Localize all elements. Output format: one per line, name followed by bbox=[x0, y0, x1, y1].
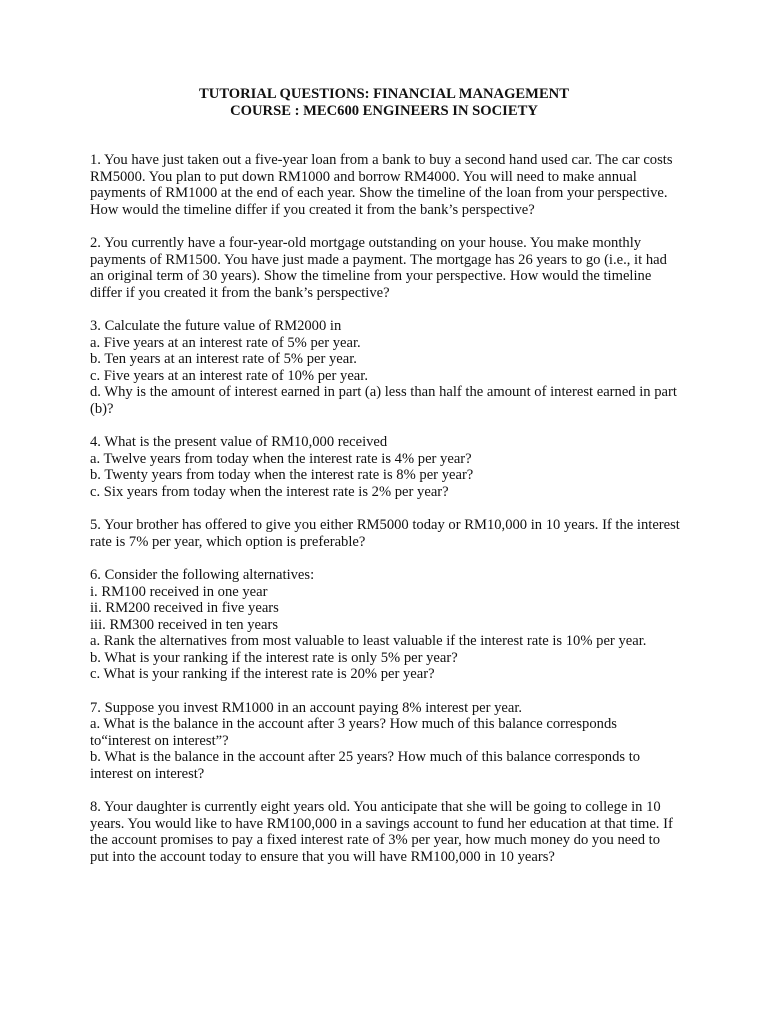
question-text: 5. Your brother has offered to give you either RM5000 today or RM10,000 in 10 years. If the interest rate is 7% per year, which option is preferable? bbox=[90, 517, 680, 550]
question-text: 7. Suppose you invest RM1000 in an account paying 8% interest per year. bbox=[90, 699, 523, 716]
alternative-item: ii. RM200 received in five years bbox=[90, 600, 279, 616]
question-part: a. Rank the alternatives from most valuable to least valuable if the interest rate is 10% per year. bbox=[90, 633, 647, 649]
question-part: b. Ten years at an interest rate of 5% per year. bbox=[90, 351, 357, 367]
question-5 bbox=[90, 517, 680, 550]
question-3 bbox=[90, 318, 680, 417]
question-part: b. What is the balance in the account after 25 years? How much of this balance corresponds to interest on interest? bbox=[90, 749, 641, 782]
question-4 bbox=[90, 434, 680, 500]
question-text: 2. You currently have a four-year-old mortgage outstanding on your house. You make monthly payments of RM1500. You have just made a payment. The mortgage has 26 years to go (i.e., it had an original term of 30 years). Show the timeline from your perspective. How would the timeline differ if you created it from the bank’s perspective? bbox=[90, 235, 667, 301]
question-7 bbox=[90, 700, 680, 783]
question-part: c. Five years at an interest rate of 10% per year. bbox=[90, 367, 368, 384]
question-part: d. Why is the amount of interest earned in part (a) less than half the amount of interest earned in part (b)? bbox=[90, 384, 677, 417]
document-title: TUTORIAL QUESTIONS: FINANCIAL MANAGEMENT bbox=[199, 86, 569, 102]
question-text: 4. What is the present value of RM10,000 received bbox=[90, 434, 388, 450]
question-part: a. Five years at an interest rate of 5% per year. bbox=[90, 334, 361, 351]
question-part: c. What is your ranking if the interest rate is 20% per year? bbox=[90, 666, 435, 682]
question-part: a. Twelve years from today when the interest rate is 4% per year? bbox=[90, 450, 472, 467]
question-text: 3. Calculate the future value of RM2000 in bbox=[90, 318, 342, 334]
question-text: 6. Consider the following alternatives: bbox=[90, 567, 315, 583]
course-title: COURSE : MEC600 ENGINEERS IN SOCIETY bbox=[230, 103, 538, 119]
question-part: b. What is your ranking if the interest rate is only 5% per year? bbox=[90, 649, 458, 666]
question-part: b. Twenty years from today when the interest rate is 8% per year? bbox=[90, 467, 474, 483]
question-8 bbox=[90, 799, 680, 865]
question-2 bbox=[90, 235, 680, 301]
question-text: 1. You have just taken out a five-year loan from a bank to buy a second hand used car. The car costs RM5000. You plan to put down RM1000 and borrow RM4000. You will need to make annual payments of RM1000 at the end of each year. Show the timeline of the loan from your perspective. How would the timeline differ if you created it from the bank’s perspective? bbox=[90, 152, 673, 218]
question-1 bbox=[90, 152, 680, 218]
question-part: c. Six years from today when the interest rate is 2% per year? bbox=[90, 483, 449, 500]
question-6 bbox=[90, 567, 680, 683]
document-header bbox=[0, 86, 768, 120]
question-text: 8. Your daughter is currently eight years old. You anticipate that she will be going to college in 10 years. You would like to have RM100,000 in a savings account to fund her education at that time. If the account promises to pay a fixed interest rate of 3% per year, how much money do you need to put into the account today to ensure that you will have RM100,000 in 10 years? bbox=[90, 799, 673, 865]
alternative-item: iii. RM300 received in ten years bbox=[90, 616, 279, 633]
alternative-item: i. RM100 received in one year bbox=[90, 583, 268, 600]
question-part: a. What is the balance in the account after 3 years? How much of this balance corresponds to“interest on interest”? bbox=[90, 716, 617, 749]
question-list bbox=[90, 152, 680, 882]
